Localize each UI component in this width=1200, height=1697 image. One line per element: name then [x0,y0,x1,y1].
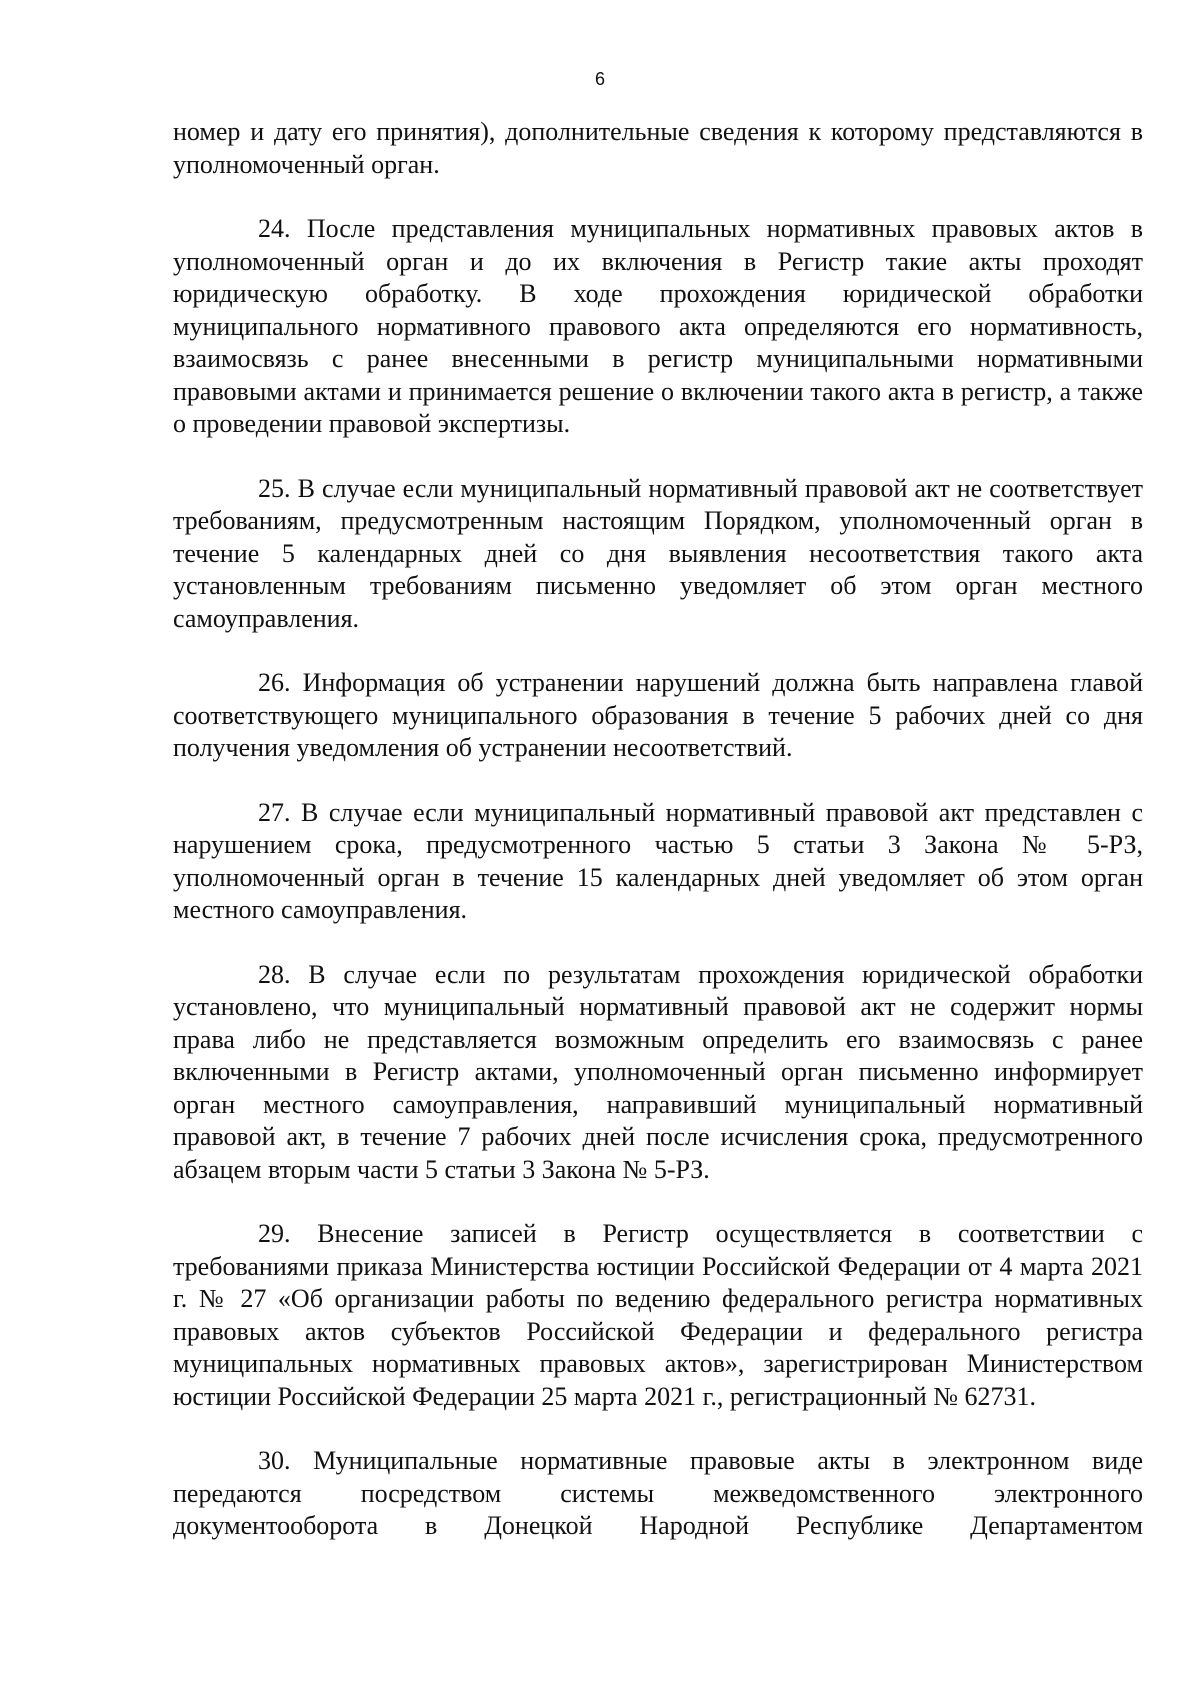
paragraph-24 [173,213,1143,441]
paragraph-continuation [173,116,1143,181]
paragraph-number: 25. [258,473,291,503]
paragraph-30 [173,1445,1143,1543]
page-number: 6 [594,69,605,89]
paragraph-25 [173,473,1143,636]
paragraph-number: 24. [258,214,291,243]
paragraph-text: В случае если муниципальный нормативный правовой акт не соответствует требованиям, предусмотренным настоящим Порядком, уполномоченный орган в течение 5 календарных дней со дня выявления несоответствия такого акта установленным требованиям письменно уведомляет об этом орган местного самоуправления. [173,473,1144,633]
paragraph-text: В случае если муниципальный нормативный правовой акт представлен с нарушением срока, предусмотренного частью 5 статьи 3 Закона № 5-РЗ, уполномоченный орган в течение 15 календарных дней уведомляет об этом орган местного самоуправления. [173,797,1144,924]
paragraph-27 [173,797,1143,927]
paragraph-text: В случае если по результатам прохождения юридической обработки установлено, что муниципальный нормативный правовой акт не содержит нормы права либо не представляется возможным определить его взаимосвязь с ранее включенными в Регистр актами, уполномоченный орган письменно информирует орган местного самоуправления, направивший муниципальный нормативный правовой акт, в течение 7 рабочих дней после исчисления срока, предусмотренного абзацем вторым части 5 статьи 3 Закона № 5-РЗ. [173,959,1144,1184]
paragraph-29 [173,1218,1143,1413]
paragraph-number: 29. [258,1219,291,1248]
paragraph-text: Информация об устранении нарушений должна быть направлена главой соответствующего муниципального образования в течение 5 рабочих дней со дня получения уведомления об устранении несоответствий. [173,668,1143,762]
paragraph-text: номер и дату его принятия), дополнительные сведения к которому представляются в уполномоченный орган. [173,117,1143,179]
paragraph-26 [173,667,1143,765]
document-body [173,116,1143,1575]
paragraph-number: 26. [258,668,291,697]
paragraph-number: 30. [258,1446,291,1475]
paragraph-28 [173,959,1143,1187]
paragraph-text: Муниципальные нормативные правовые акты в электронном виде передаются посредством системы межведомственного электронного документооборота в Донецкой Народной Республике Департаментом [173,1446,1143,1540]
paragraph-text: После представления муниципальных нормативных правовых актов в уполномоченный орган и до их включения в Регистр такие акты проходят юридическую обработку. В ходе прохождения юридической обработки муниципального нормативного правового акта определяются его нормативность, взаимосвязь с ранее внесенными в регистр муниципальными нормативными правовыми актами и принимается решение о включении такого акта в регистр, а также о проведении правовой экспертизы. [173,214,1143,438]
paragraph-number: 28. [258,959,291,989]
paragraph-number: 27. [258,797,291,827]
paragraph-text: Внесение записей в Регистр осуществляется в соответствии с требованиями приказа Министерства юстиции Российской Федерации от 4 марта 2021 г. № 27 «Об организации работы по ведению федерального регистра нормативных правовых актов субъектов Российской Федерации и федерального регистра муниципальных нормативных правовых актов», зарегистрирован Министерством юстиции Российской Федерации 25 марта 2021 г., регистрационный № 62731. [173,1219,1143,1411]
